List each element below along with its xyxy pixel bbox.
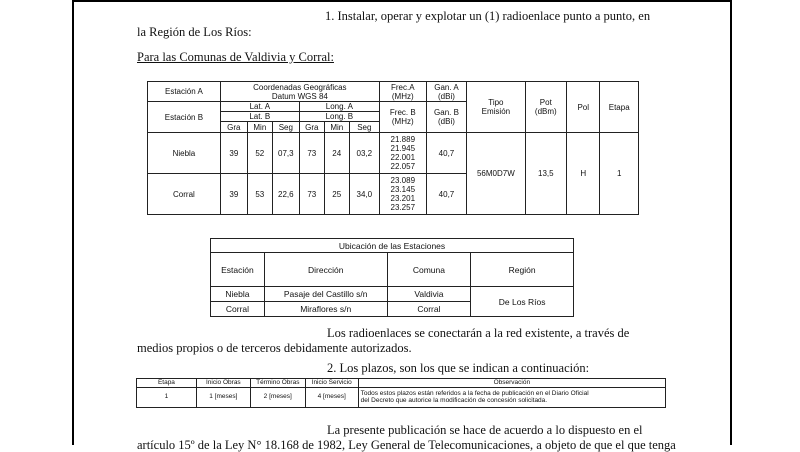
long-seg-header: Seg bbox=[349, 122, 379, 133]
etapa-value: 1 bbox=[600, 133, 639, 215]
frecb-header: Frec. B (MHz) bbox=[379, 102, 426, 133]
table-row: 1 1 [meses] 2 [meses] 4 [meses] Todos estos plazos están referidos a la fecha de publicación en el Diario Oficial del Decreto que autorice la modificación de concesión solicitada. bbox=[137, 387, 666, 407]
long-min-header: Min bbox=[324, 122, 349, 133]
observacion-cell: Todos estos plazos están referidos a la fecha de publicación en el Diario Oficial del Decreto que autorice la modificación de concesión solicitada. bbox=[358, 387, 665, 407]
item-1-line2: la Región de Los Ríos: bbox=[137, 25, 252, 39]
lat-min-header: Min bbox=[247, 122, 272, 133]
item-2-plazos: 2. Los plazos, son los que se indican a continuación: bbox=[327, 361, 590, 375]
long-a-header: Long. A bbox=[299, 102, 379, 112]
region-value: De Los Ríos bbox=[471, 287, 574, 317]
lat-b-header: Lat. B bbox=[220, 112, 299, 122]
subtitle-comunas: Para las Comunas de Valdivia y Corral: bbox=[137, 50, 334, 64]
gana-header: Gan. A (dBi) bbox=[426, 82, 467, 102]
page-border-left bbox=[72, 0, 74, 445]
long-b-header: Long. B bbox=[299, 112, 379, 122]
para3-line1: La presente publicación se hace de acuerdo a lo dispuesto en el bbox=[327, 423, 643, 437]
freq-list: 23.089 23.145 23.201 23.257 bbox=[379, 174, 426, 215]
pot-value: 13,5 bbox=[525, 133, 567, 215]
estacion-a-header: Estación A bbox=[148, 82, 221, 102]
para2-line2: medios propios o de terceros debidamente autorizados. bbox=[137, 341, 412, 355]
ubicacion-table: Ubicación de las Estaciones Estación Dirección Comuna Región Niebla Pasaje del Castillo s/n Valdivia De Los Ríos Corral Miraflores s/n Corral bbox=[210, 238, 574, 317]
freq-list: 21.889 21.945 22.001 22.057 bbox=[379, 133, 426, 174]
pol-header: Pol bbox=[567, 82, 600, 133]
coords-header: Coordenadas Geográficas Datum WGS 84 bbox=[220, 82, 379, 102]
table-row: Niebla Pasaje del Castillo s/n Valdivia De Los Ríos bbox=[211, 287, 574, 302]
ganb-header: Gan. B (dBi) bbox=[426, 102, 467, 133]
table-row: Niebla 39 52 07,3 73 24 03,2 21.889 21.945 22.001 22.057 40,7 56M0D7W 13,5 H 1 bbox=[148, 133, 639, 174]
tipo-value: 56M0D7W bbox=[467, 133, 525, 215]
item-1-line1: 1. Instalar, operar y explotar un (1) radioenlace punto a punto, en bbox=[325, 9, 651, 23]
table-row: Corral Miraflores s/n Corral bbox=[211, 302, 574, 317]
para2-line1: Los radioenlaces se conectarán a la red existente, a través de bbox=[327, 326, 630, 340]
estacion-b-header: Estación B bbox=[148, 102, 221, 133]
radioenlace-table bbox=[147, 81, 639, 215]
page-border-top bbox=[72, 0, 732, 2]
long-gra-header: Gra bbox=[299, 122, 324, 133]
tipo-header: Tipo Emisión bbox=[467, 82, 525, 133]
lat-a-header: Lat. A bbox=[220, 102, 299, 112]
page-border-right bbox=[730, 0, 732, 445]
para3-line2: artículo 15º de la Ley N° 18.168 de 1982, Ley General de Telecomunicaciones, a objeto de que el que tenga bbox=[137, 438, 676, 452]
pol-value: H bbox=[567, 133, 600, 215]
lat-gra-header: Gra bbox=[220, 122, 247, 133]
pot-header: Pot (dBm) bbox=[525, 82, 567, 133]
lat-seg-header: Seg bbox=[272, 122, 299, 133]
freca-header: Frec.A (MHz) bbox=[379, 82, 426, 102]
table-row: Corral 39 53 22,6 73 25 34,0 23.089 23.145 23.201 23.257 40,7 bbox=[148, 174, 639, 215]
ubicacion-title: Ubicación de las Estaciones bbox=[211, 239, 574, 253]
etapa-header: Etapa bbox=[600, 82, 639, 133]
plazos-table: Etapa Inicio Obras Término Obras Inicio Servicio Observación 1 1 [meses] 2 [meses] 4 [meses] Todos estos plazos están referidos a la fecha de publicación en el Diario Oficial del Decreto que autorice la modificación de concesión solicitada. bbox=[136, 378, 666, 408]
